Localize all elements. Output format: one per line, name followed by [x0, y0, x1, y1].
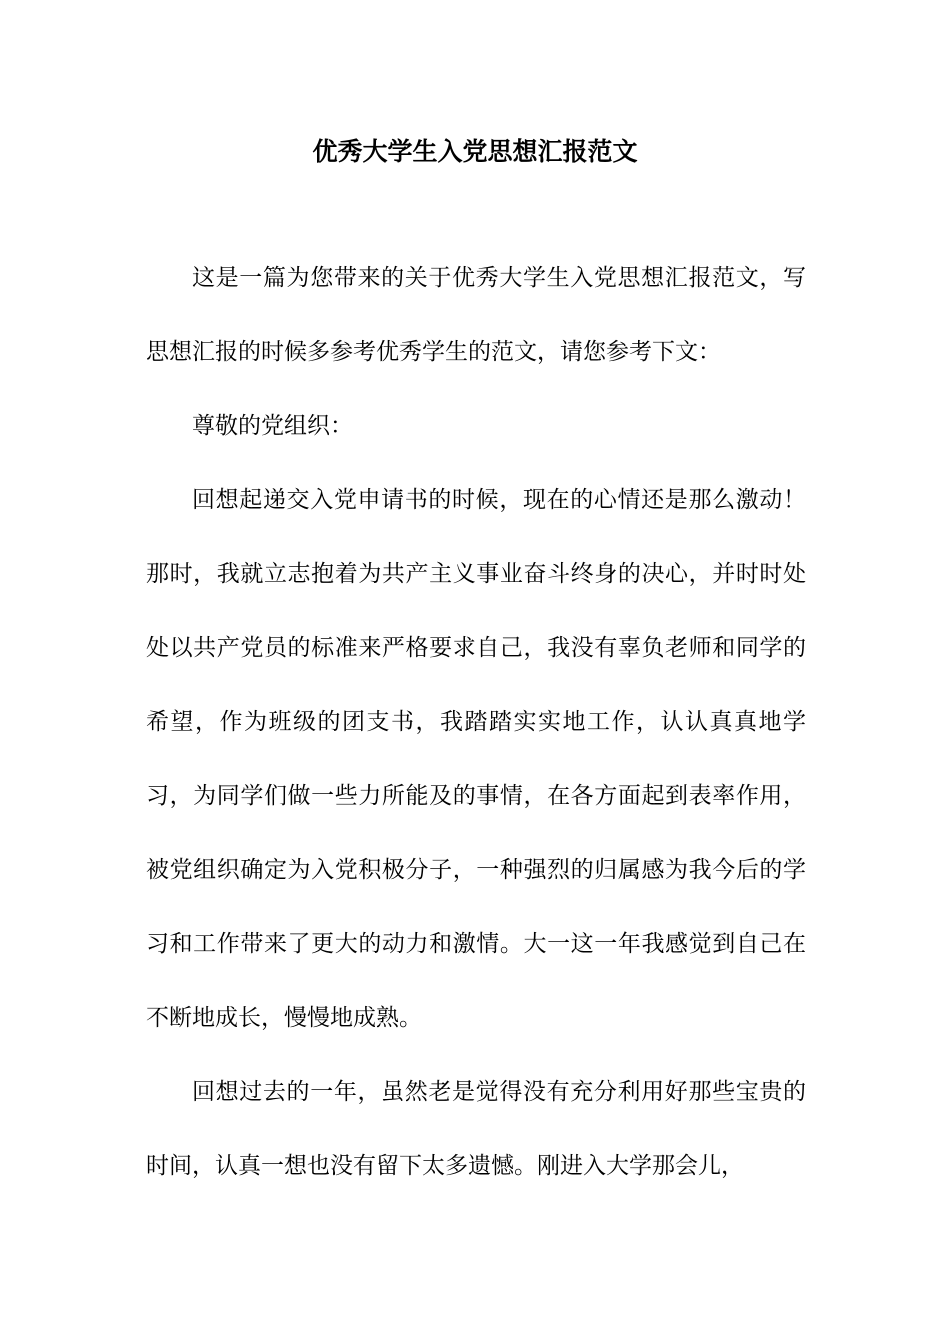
paragraph-intro: 这是一篇为您带来的关于优秀大学生入党思想汇报范文，写思想汇报的时候多参考优秀学生的范文，请您参考下文： — [146, 265, 806, 365]
document-body — [146, 241, 806, 1203]
document-title: 优秀大学生入党思想汇报范文 — [312, 137, 638, 166]
paragraph-salutation: 尊敬的党组织： — [192, 413, 353, 439]
paragraph-body-1: 回想起递交入党申请书的时候，现在的心情还是那么激动！那时，我就立志抱着为共产主义事业奋斗终身的决心，并时时处处以共产党员的标准来严格要求自己，我没有辜负老师和同学的希望，作为班级的团支书，我踏踏实实地工作，认认真真地学习，为同学们做一些力所能及的事情，在各方面起到表率作用，被党组织确定为入党积极分子，一种强烈的归属感为我今后的学习和工作带来了更大的动力和激情。大一这一年我感觉到自己在不断地成长，慢慢地成熟。 — [146, 487, 806, 1031]
paragraph-body-2: 回想过去的一年，虽然老是觉得没有充分利用好那些宝贵的时间，认真一想也没有留下太多遗憾。刚进入大学那会儿， — [146, 1079, 806, 1179]
